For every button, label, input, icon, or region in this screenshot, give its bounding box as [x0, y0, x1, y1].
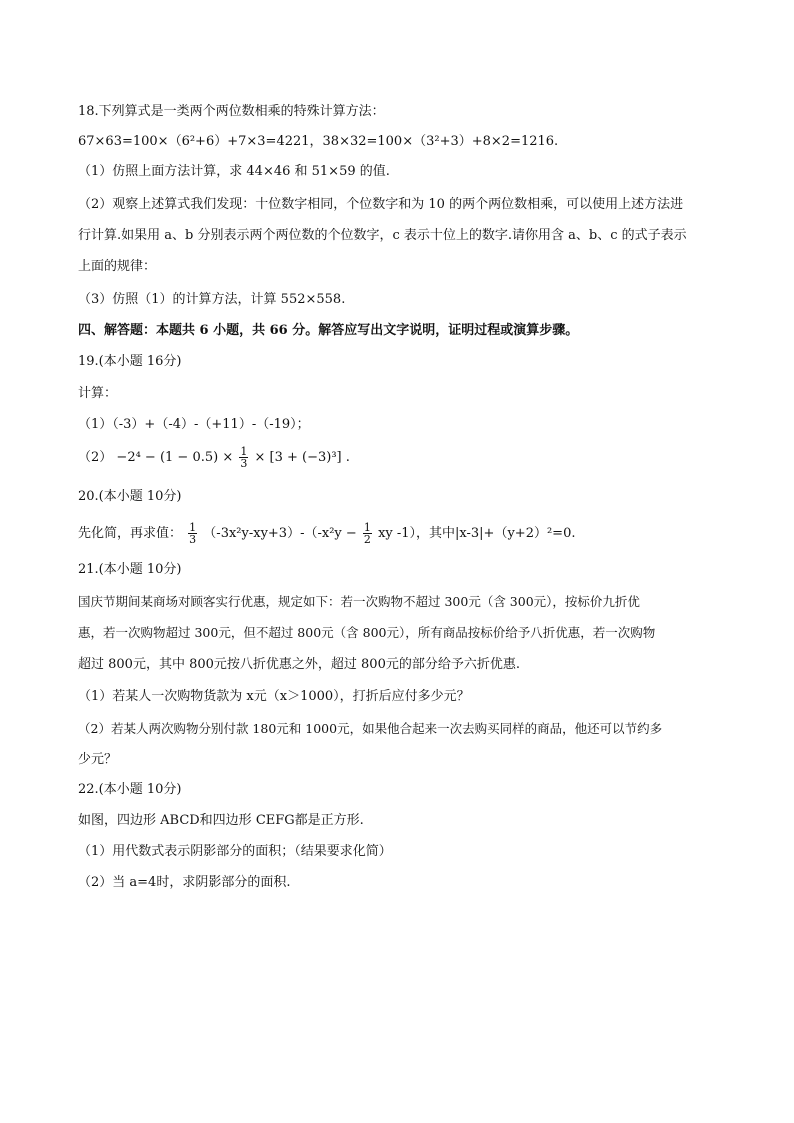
q21-title: 21.(本小题 10分): [78, 562, 182, 577]
q19-fraction: [239, 446, 248, 469]
q19-part1: （1）（-3）+（-4）-（+11）-（-19）；: [78, 417, 310, 432]
q18-part2-line3: 上面的规律：: [78, 259, 157, 274]
q20-prefix: 先化简，再求值：: [78, 526, 183, 541]
q20-suffix: xy -1），其中|x-3|+（y+2）²=0.: [378, 526, 576, 541]
q20-fraction-1-denominator: 3: [189, 533, 197, 546]
q19-fraction-numerator: 1: [240, 445, 248, 458]
q19-part2: [78, 446, 350, 469]
q19-fraction-denominator: 3: [240, 457, 248, 470]
q19-title: 19.(本小题 16分): [78, 354, 182, 369]
q22-title: 22.(本小题 10分): [78, 782, 182, 797]
q18-part1: （1）仿照上面方法计算，求 44×46 和 51×59 的值.: [78, 164, 390, 179]
section4-heading: 四、解答题：本题共 6 小题，共 66 分。解答应写出文字说明，证明过程或演算步骤。: [78, 323, 579, 338]
q18-title: 18.下列算式是一类两个两位数相乘的特殊计算方法：: [78, 104, 385, 119]
q18-part2-line2: 行计算.如果用 a、b 分别表示两个两位数的个位数字，c 表示十位上的数字.请你用含 a、b、c 的式子表示: [78, 228, 687, 243]
q19-part2-expr-a: −2⁴ − (1 − 0.5) ×: [116, 450, 234, 465]
q20-fraction-2-denominator: 2: [363, 533, 371, 546]
q20-mid: （-3x²y-xy+3）-（-x²y −: [203, 526, 357, 541]
q21-line2: 惠，若一次购物超过 300元，但不超过 800元（含 800元），所有商品按标价给予八折优惠，若一次购物: [78, 625, 656, 640]
q20-fraction-1: [188, 522, 197, 545]
q20-fraction-1-numerator: 1: [189, 521, 197, 534]
q19-part2-prefix: （2）: [78, 450, 113, 465]
q20-fraction-2-numerator: 1: [363, 521, 371, 534]
q18-part3: （3）仿照（1）的计算方法，计算 552×558.: [78, 292, 346, 307]
q21-line1: 国庆节期间某商场对顾客实行优惠，规定如下：若一次购物不超过 300元（含 300元），按标价九折优: [78, 594, 640, 609]
q21-part1: （1）若某人一次购物货款为 x元（x＞1000），打折后应付多少元？: [78, 689, 470, 704]
q21-line3: 超过 800元，其中 800元按八折优惠之外，超过 800元的部分给予六折优惠.: [78, 657, 520, 672]
q22-part2: （2）当 a=4时，求阴影部分的面积.: [78, 875, 291, 890]
q18-part2-line1: （2）观察上述算式我们发现：十位数字相同，个位数字和为 10 的两个两位数相乘，可以使用上述方法进: [78, 197, 684, 212]
q19-intro: 计算：: [78, 386, 118, 401]
q22-part1: （1）用代数式表示阴影部分的面积；（结果要求化简）: [78, 844, 392, 859]
q19-part2-expr-b: × [3 + (−3)³] .: [254, 450, 350, 465]
q20-problem: [78, 522, 575, 545]
q21-part2-line2: 少元？: [78, 752, 118, 767]
q20-title: 20.(本小题 10分): [78, 489, 182, 504]
q18-examples: 67×63=100×（6²+6）+7×3=4221，38×32=100×（3²+3）+8×2=1216.: [78, 134, 559, 149]
q22-intro: 如图，四边形 ABCD和四边形 CEFG都是正方形.: [78, 813, 364, 828]
q21-part2-line1: （2）若某人两次购物分别付款 180元和 1000元，如果他合起来一次去购买同样的商品，他还可以节约多: [78, 721, 663, 736]
q20-fraction-2: [363, 522, 372, 545]
